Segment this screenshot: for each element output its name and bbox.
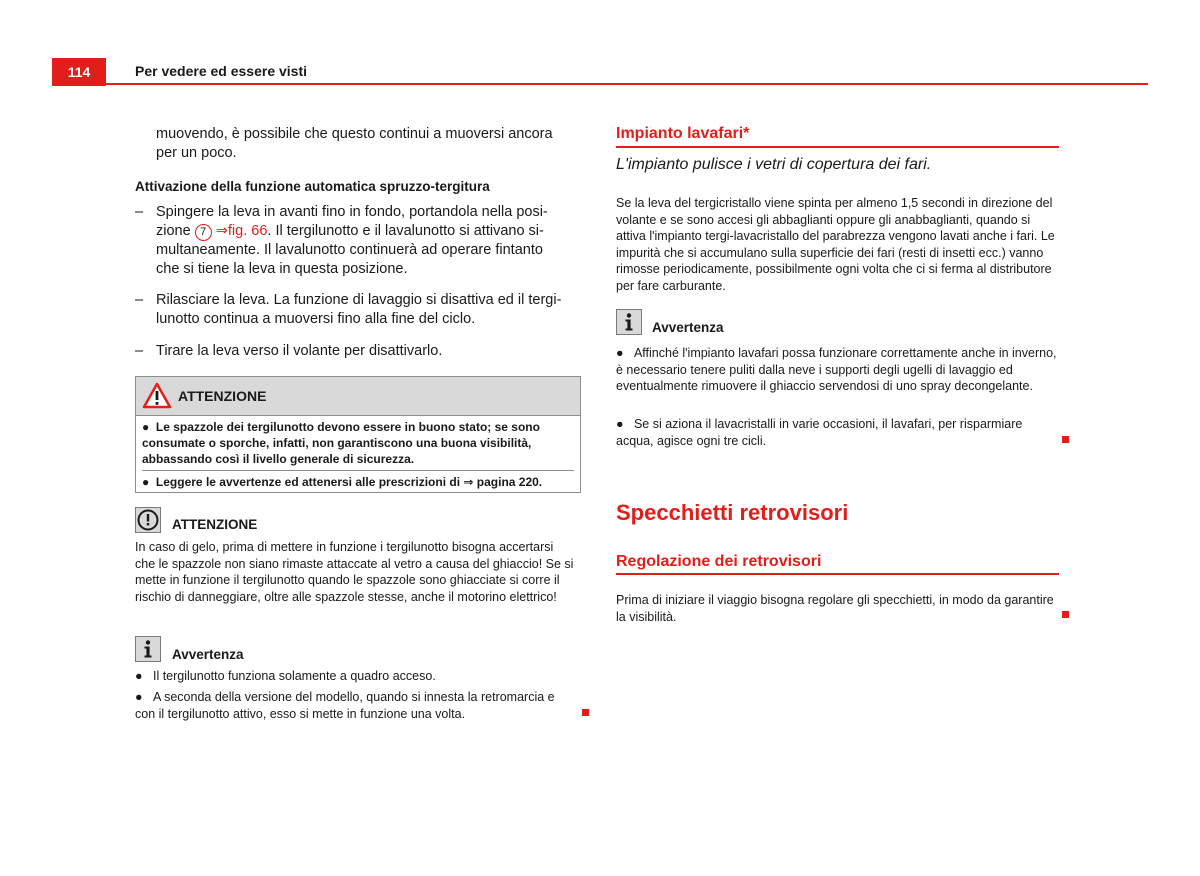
section-title-retrovisori: Regolazione dei retrovisori [616, 553, 822, 570]
warning-box-header [136, 377, 580, 416]
end-square-icon [582, 709, 589, 716]
retrovisori-paragraph: Prima di iniziare il viaggio bisogna regolare gli specchietti, in modo da garantire la visibilità. [616, 593, 1054, 624]
note-item-2-left-text: A seconda della versione del modello, quando si innesta la retromarcia e con il tergilunotto attivo, esso si mette in funzione una volta. [135, 690, 555, 721]
section-rule-1 [616, 146, 1059, 148]
section-rule-2 [616, 573, 1059, 575]
note-item-1-right: ● Affinché l'impianto lavafari possa funzionare correttamente anche in inverno, è necessario tenere puliti dalla neve i supporti degli ugelli di lavaggio ed eventualmente rimuovere il ghiaccio servendosi di uno spray decongelante. [616, 346, 1057, 393]
warning-item-1: ● Le spazzole dei tergilunotto devono essere in buono stato; se sono consumate o sporche, infatti, non garantiscono una buona visibilità, abbassando così il livello generale di sicurezza. [142, 420, 540, 466]
note-title-left: Avvertenza [172, 647, 244, 662]
step1-part2: zione [156, 223, 191, 239]
step3-dash: – [135, 343, 144, 359]
note-item-2-right: ● Se si aziona il lavacristalli in varie occasioni, il lavafari, per risparmiare acqua, agisce ogni tre cicli. [616, 417, 1023, 448]
warning-box-body [142, 419, 574, 490]
caution-title: ATTENZIONE [172, 517, 258, 532]
subheading-auto-spray: Attivazione della funzione automatica spruzzo-tergitura [135, 179, 490, 194]
continued-paragraph: muovendo, è possibile che questo continui a muoversi ancora per un poco. [156, 126, 553, 161]
note-title-right: Avvertenza [652, 320, 724, 335]
caution-text: In caso di gelo, prima di mettere in funzione i tergilunotto bisogna accertarsi che le spazzole non siano rimaste attaccate al vetro a causa del ghiaccio! Se si mette in funzione il tergilunotto quando le spazzole sono ghiacciate si corre il rischio di danneggiare, oltre alle spazzole stesse, anche il motorino elettrico! [135, 540, 574, 604]
page-number: 114 [52, 58, 106, 86]
lavafari-paragraph: Se la leva del tergicristallo viene spinta per almeno 1,5 secondi in direzione del volante e se sono accesi gli abbaglianti oppure gli anabbaglianti, quando si attiva l'impianto tergi-lavacristallo del parabrezza vengono lavati anche i fari. Le impurità che si accumulano sulla superficie dei fari (resti di insetti ecc.) vanno rimosse periodicamente, possibilmente ogni volta che ci si ferma al distributore per fare carburante. [616, 196, 1055, 293]
note-item-1-left: ● Il tergilunotto funziona solamente a quadro acceso. [135, 669, 436, 683]
chapter-title-specchietti: Specchietti retrovisori [616, 500, 849, 525]
step1-text [156, 203, 576, 279]
warning-box [135, 376, 581, 493]
exclamation-circle-icon [135, 507, 161, 533]
step1-line1: Spingere la leva in avanti fino in fondo, portandola nella posi- [156, 204, 548, 220]
warning-item-1-text: Le spazzole dei tergilunotto devono essere in buono stato; se sono consumate o sporche, infatti, non garantiscono una buona visibilità, abbassando così il livello generale di sicurezza. [142, 420, 540, 466]
step3-text: Tirare la leva verso il volante per disattivarlo. [156, 343, 443, 359]
warning-item-2: ● Leggere le avvertenze ed attenersi alle prescrizioni di ⇒ pagina 220. [142, 470, 574, 490]
info-icon [135, 636, 161, 662]
step2-dash: – [135, 292, 144, 308]
step2-text: Rilasciare la leva. La funzione di lavaggio si disattiva ed il tergi-lunotto continua a muoversi fino alla fine del ciclo. [156, 292, 562, 327]
note-item-1-left-text: Il tergilunotto funziona solamente a quadro acceso. [152, 669, 436, 683]
step1-line4: che si tiene la leva in questa posizione. [156, 261, 408, 277]
note-item-2-left: ● A seconda della versione del modello, quando si innesta la retromarcia e con il tergilunotto attivo, esso si mette in funzione una volta. [135, 690, 555, 721]
fig-66-link[interactable]: ⇒fig. 66 [215, 223, 268, 239]
warning-triangle-icon [142, 382, 172, 409]
info-icon [616, 309, 642, 335]
step1-dash: – [135, 204, 144, 220]
warning-box-title: ATTENZIONE [178, 388, 267, 404]
section-title-lavafari: Impianto lavafari* [616, 125, 750, 142]
step1-line2 [156, 222, 576, 241]
step1-line3: multaneamente. Il lavalunotto continuerà ad operare fintanto [156, 242, 543, 258]
warning-item-2-text: Leggere le avvertenze ed attenersi alle prescrizioni di ⇒ pagina 220. [155, 475, 543, 489]
end-square-icon [1062, 611, 1069, 618]
note-item-2-right-text: Se si aziona il lavacristalli in varie occasioni, il lavafari, per risparmiare acqua, agisce ogni tre cicli. [616, 417, 1023, 448]
chapter-title: Per vedere ed essere visti [135, 63, 308, 79]
note-item-1-right-text: Affinché l'impianto lavafari possa funzionare correttamente anche in inverno, è necessario tenere puliti dalla neve i supporti degli ugelli di lavaggio ed eventualmente rimuovere il ghiaccio servendosi di uno spray decongelante. [616, 346, 1057, 393]
header-rule [106, 83, 1148, 85]
end-square-icon [1062, 436, 1069, 443]
section-subtitle-lavafari: L'impianto pulisce i vetri di copertura dei fari. [616, 156, 932, 173]
step1-part3: . Il tergilunotto e il lavalunotto si attivano si- [267, 223, 544, 239]
circled-number-7: 7 [195, 224, 212, 241]
